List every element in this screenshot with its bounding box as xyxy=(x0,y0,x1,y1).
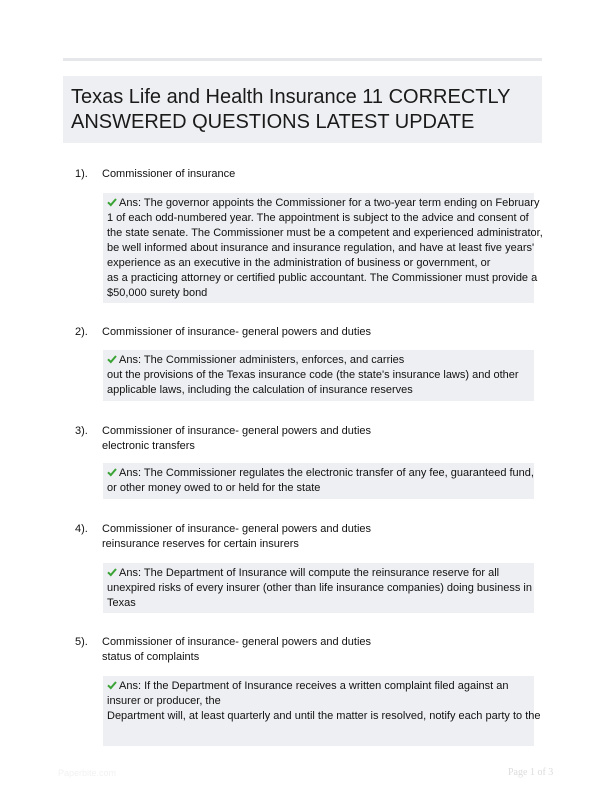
answer-line: Ans: If the Department of Insurance receives a written complaint filed against an xyxy=(119,680,509,692)
footer-site-watermark: Paperbite.com xyxy=(58,768,117,778)
footer-page-number: Page 1 of 3 xyxy=(508,767,554,778)
title-line-2: ANSWERED QUESTIONS LATEST UPDATE xyxy=(71,111,475,133)
answer-line: 1 of each odd-numbered year. The appointment is subject to the advice and consent of xyxy=(107,212,529,224)
question-text: Commissioner of insurance xyxy=(102,168,236,180)
answer-line: unexpired risks of every insurer (other than life insurance companies) doing business in xyxy=(107,582,532,594)
check-icon xyxy=(107,567,117,577)
question-number: 1). xyxy=(75,168,88,180)
question-number: 4). xyxy=(75,523,88,535)
answer-box xyxy=(103,563,534,613)
answer-line: applicable laws, including the calculation of insurance reserves xyxy=(107,384,413,396)
question-text: Commissioner of insurance- general powers and duties reinsurance reserves for certain insurers xyxy=(102,523,372,550)
answer-box xyxy=(103,193,543,303)
answer-line: Texas xyxy=(107,597,136,609)
title-banner xyxy=(63,76,542,143)
answer-line: Ans: The governor appoints the Commissioner for a two-year term ending on February xyxy=(119,197,540,209)
answer-line: $50,000 surety bond xyxy=(107,287,208,299)
answer-line: Ans: The Commissioner regulates the electronic transfer of any fee, guaranteed fund, xyxy=(119,467,534,479)
answer-line: Department will, at least quarterly and until the matter is resolved, notify each party to the xyxy=(107,710,541,722)
question-number: 3). xyxy=(75,425,88,437)
top-divider xyxy=(63,58,542,61)
question-text: Commissioner of insurance- general powers and duties status of complaints xyxy=(102,636,372,663)
question-text: Commissioner of insurance- general powers and duties xyxy=(102,326,372,338)
answer-line: insurer or producer, the xyxy=(107,695,221,707)
answer-box xyxy=(103,463,534,499)
answer-line: experience as an executive in the administration of business or government, or xyxy=(107,257,491,269)
answer-line: as a practicing attorney or certified public accountant. The Commissioner must provide a xyxy=(107,272,538,284)
question-text: Commissioner of insurance- general powers and duties electronic transfers xyxy=(102,425,372,452)
answer-line: the state senate. The Commissioner must be a competent and experienced administrator, xyxy=(107,227,543,239)
answer-line: out the provisions of the Texas insurance code (the state's insurance laws) and other xyxy=(107,369,519,381)
title-line-1: Texas Life and Health Insurance 11 CORRECTLY xyxy=(71,86,511,108)
check-icon xyxy=(107,354,117,364)
check-icon xyxy=(107,197,117,207)
question-number: 5). xyxy=(75,636,88,648)
answer-line: Ans: The Commissioner administers, enforces, and carries xyxy=(119,354,405,366)
answer-box xyxy=(103,676,541,746)
document-title xyxy=(71,85,541,135)
question-number: 2). xyxy=(75,326,88,338)
answer-line: be well informed about insurance and insurance regulation, and have at least five years' xyxy=(107,242,535,254)
check-icon xyxy=(107,467,117,477)
answer-line: Ans: The Department of Insurance will compute the reinsurance reserve for all xyxy=(119,567,500,579)
check-icon xyxy=(107,680,117,690)
answer-line: or other money owed to or held for the state xyxy=(107,482,321,494)
answer-box xyxy=(103,350,534,401)
